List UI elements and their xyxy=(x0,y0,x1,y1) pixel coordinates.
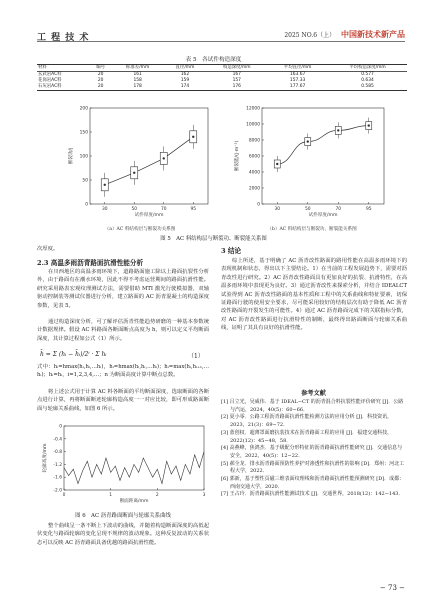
x-tick-label: 50 xyxy=(131,207,138,212)
x-tick-label: 30 xyxy=(101,207,108,212)
table-cell: 0.585 xyxy=(361,84,374,89)
data-point xyxy=(368,124,370,126)
y-tick-label: -2.0 xyxy=(53,488,62,494)
table-cell: 玄武岩AC料 xyxy=(38,72,62,77)
references-title: 参考文献 xyxy=(301,390,326,397)
table-cell: 0.577 xyxy=(361,72,374,77)
y-axis-label: 断裂功/J xyxy=(69,147,74,165)
paragraph-conclusion: 综上所述，基于明确了 AC 沥青改性路面的路用性能在高温多雨环境下的表现机制和状态，得出以下主要结论。1）在当前的工程发展趋势下，需要对沥青改性进行研究。2）AC 沥青改性路面具有更加良好的抗裂、抗滑特性，在高温多雨环境中表现更为良好。3）通过沥青改性来探索分析，并结合 IDEALCT 试验得到 AC 沥青改性路面的基本性质和工程中的关系曲线和特征要素，切保证路面行驶的使用安全要求，尽可能采用较好的结构层次有助于降低 AC 沥青改性路面的开裂发生的可能性。4）通过 AC 沥青路面完成下的关联指标分数，对 AC 沥青改性路面进行抗滑特性的制断，最终得出路面断面与轮廓关系曲线，证明了其具有良好的抗滑性能。 xyxy=(221,258,407,332)
x-axis-label: 试件厚度/mm xyxy=(134,213,164,218)
y-tick-label: 50 xyxy=(82,178,88,184)
table-cell: 花岗岩AC料 xyxy=(38,78,62,83)
section-heading-conclusion: 3 结论 xyxy=(221,247,242,255)
table-cell: 162 xyxy=(180,72,190,77)
y-tick-label: 8000 xyxy=(248,138,260,144)
table-cell: 157.33 xyxy=(289,78,306,83)
table-cell: 161 xyxy=(133,72,142,77)
profile-line xyxy=(64,452,204,484)
y-axis-label: 轮廓高度/mm xyxy=(43,443,48,473)
x-tick-label: 70 xyxy=(335,207,342,212)
y-tick-label: -1.2 xyxy=(53,462,62,468)
table-caption: 表 5 各试件构造深度 xyxy=(185,57,242,63)
table-cell: 石灰岩AC料 xyxy=(38,84,62,89)
equation-1-number: （1） xyxy=(188,353,204,360)
figure5-right-caption: （b）AC 料结构层与断裂功、断裂能关系图 xyxy=(267,227,357,232)
y-tick-label: 150 xyxy=(79,130,88,136)
table-cell: 0.634 xyxy=(361,78,374,83)
table-cell: 167 xyxy=(232,72,241,77)
fracture-work-chart xyxy=(60,100,220,228)
x-axis-label: 试件厚度/mm xyxy=(308,213,338,218)
y-tick-label: 4000 xyxy=(248,170,260,176)
table-header-cell: 编号 xyxy=(96,65,106,70)
x-tick-label: 3 xyxy=(202,493,206,498)
x-tick-label: 1 xyxy=(109,493,113,498)
table-cell: 177.67 xyxy=(289,84,306,89)
y-tick-label: 200 xyxy=(79,106,88,112)
data-point xyxy=(104,184,106,186)
data-point xyxy=(307,140,309,142)
header-rule xyxy=(37,41,405,42)
table-header-row xyxy=(37,65,407,72)
y-tick-label: -1.6 xyxy=(53,475,62,481)
data-point xyxy=(276,163,278,165)
x-axis-label: 断面距离/mm xyxy=(119,499,149,504)
profile-curve-chart xyxy=(40,422,212,510)
paragraph-antiskid-method: 在川西地区的高温多雨环境下，道路路面施工除以上路面抗裂性分析外，由于路面有在潮水环境，因此不得不考虑运营期间的路面抗滑性能。研究采用路表宏观纹理测试方法，需要借助 MTI 激光行驶模拟器，双轴驱动控制装等测试仪器进行分析，建立路面的 AC 沥青混凝土的构造深度参数，见表 5。 xyxy=(37,269,209,309)
paragraph-equation-notes: 式中：hᵢ=hmax(hᵢ,hᵢ,…hᵢ)，hᵢ=hmax(hᵢ,hᵢ,…hᵢ)；hᵢ=max(hᵢ,hᵢ₊₁,…hᵢ)；hᵢ=hᵢ，i=1,2,3,4,…；n 为断面高度计算中断点总数。 xyxy=(37,364,209,379)
paragraph-profile-curve: 将上述公式用于计算 AC 料各断面的平均断面深度，选取断面的各断点进行计算，再将断面断迹轮廓构造高度一一对应比较，即可形成路面断面与轮廓关系曲线，如图 6 所示。 xyxy=(37,389,209,412)
table-header-cell: 直径/mm xyxy=(175,65,195,70)
y-tick-label: 12000 xyxy=(246,106,260,112)
equation-1: h̄ = Σ (hᵢ − h̄ᵢ)/2ⁱ · Σ hᵢ xyxy=(40,351,107,358)
journal-header-right xyxy=(284,29,405,40)
page-number: − 73 − xyxy=(379,584,405,592)
y-tick-label: 6000 xyxy=(248,154,260,160)
reference-item: [3] 蓝创权．超薄罩面磨抗装技术在沥青路面工程的应用 [J]．福建交通科技，2022(12)：45−48，58． xyxy=(221,429,393,444)
table-cell: 159 xyxy=(180,78,190,83)
x-tick-label: 70 xyxy=(160,207,167,212)
reference-item: [6] 郭新，基于塑性页磁三维表面纹理线和沥青路面抗滑性能预测研究 [D]．成都：西南交通大学，2020． xyxy=(221,476,405,490)
table-header-cell: 构造深度/mm xyxy=(222,65,251,70)
x-tick-label: 30 xyxy=(274,207,281,212)
paragraph-curve-analysis: 整个曲线呈一条不断上下波动的曲线，并随着构造断面深度的高低起伏变化与路面轮廓的变化呈现不规律的波动现象。这种反复波动的关系状态可以反映 AC 沥青路面具备优越的路面抗滑性能。 xyxy=(37,523,209,546)
figure5-caption: 图 5 AC 料结构层与断裂功、断裂能关系图 xyxy=(160,236,267,242)
y-axis-label: 断裂能/(J·m⁻²) xyxy=(235,140,240,172)
data-point xyxy=(133,172,135,174)
figure6-caption: 图 6 AC 沥青路面断面与轮廓关系曲线 xyxy=(75,513,171,519)
table-header-cell: 平均构造深度/mm xyxy=(349,65,386,70)
y-tick-label: 0 xyxy=(85,202,88,208)
texture-depth-table xyxy=(37,64,407,91)
table-cell: 20 xyxy=(97,78,104,83)
journal-section-label: 工 程 技 术 xyxy=(37,33,90,43)
data-point xyxy=(163,157,165,159)
reference-item: [4] 高燕峰，焦鸿杰．基于级配分形特征的沥青路面抗滑性能研究 [J]．交通信息与安全，2022，40(5)：12−22． xyxy=(221,445,403,459)
journal-brand: 中国新技术新产品 xyxy=(341,30,405,39)
table-cell: 157 xyxy=(232,78,241,83)
table-cell: 20 xyxy=(97,72,104,77)
x-tick-label: 95 xyxy=(190,207,197,212)
data-point xyxy=(337,129,339,131)
x-tick-label: 50 xyxy=(304,207,311,212)
reference-item: [2] 夏小零．公路工程沥青路面抗滑性能检测方法的应用分析 [J]．科技资讯，2023，21(3)：69−72． xyxy=(221,414,393,429)
y-tick-label: -0.8 xyxy=(53,450,62,456)
table-cell: 176 xyxy=(232,84,241,89)
table-cell: 174 xyxy=(180,84,190,89)
table-row xyxy=(37,84,407,91)
table-cell: 158 xyxy=(133,78,142,83)
paragraph-continued: 次厚度。 xyxy=(37,246,59,252)
issue-number: 2025 NO.6（上） xyxy=(284,32,336,39)
figure5-left-caption: （a）AC 料结构层与断裂功关系图 xyxy=(104,227,176,232)
table-cell: 163.67 xyxy=(289,72,306,77)
y-tick-label: 2000 xyxy=(248,186,260,192)
x-tick-label: 2 xyxy=(155,493,159,498)
table-header-cell: 平均直径/mm xyxy=(283,65,312,70)
reference-item: [5] 郝全龙．排水沥青路面预防性养护对渗透性和抗滑性的影响 [D]．郑州：河北工程大学，2022． xyxy=(221,460,405,475)
data-point xyxy=(192,136,194,138)
paragraph-texture-depth: 通过构造深度分析，可了解评估沥青性能趋势研磨的一种基本参数统计数据规律。假设 AC 料路面各断面断点高度为 h，则可以定义平均断面深度，其计算过程如公式（1）所示。 xyxy=(37,319,209,342)
table-header-cell: 材料 xyxy=(38,65,47,70)
y-tick-label: 0 xyxy=(257,202,260,208)
references-list xyxy=(221,399,407,499)
x-tick-label: 95 xyxy=(365,207,372,212)
reference-item: [7] 王占玲．沥青路面抗滑性能测试技术 [J]．交通世界，2018(12)：142−143． xyxy=(221,491,404,498)
table-cell: 178 xyxy=(133,84,142,89)
fracture-energy-chart xyxy=(228,100,396,228)
y-tick-label: 0 xyxy=(59,424,62,430)
section-heading-2-3: 2.3 高温多雨沥青路面抗滑性能分析 xyxy=(37,259,144,267)
trend-curve xyxy=(277,126,369,164)
x-tick-label: 0 xyxy=(62,493,66,498)
reference-item: [1] 吕立光，吴威伟．基于 IDEAL−CT 的沥青混合料抗裂性能评价研究 [J]．公路与汽运，2024，40(5)：60−66． xyxy=(221,399,404,413)
plot-frame xyxy=(64,426,204,490)
y-tick-label: 100 xyxy=(79,154,88,160)
y-tick-label: 10000 xyxy=(246,122,260,128)
table-cell: 20 xyxy=(97,84,104,89)
trend-line xyxy=(105,137,194,185)
table-header-cell: 标准差/mm xyxy=(126,65,150,70)
y-tick-label: -0.4 xyxy=(53,437,62,443)
